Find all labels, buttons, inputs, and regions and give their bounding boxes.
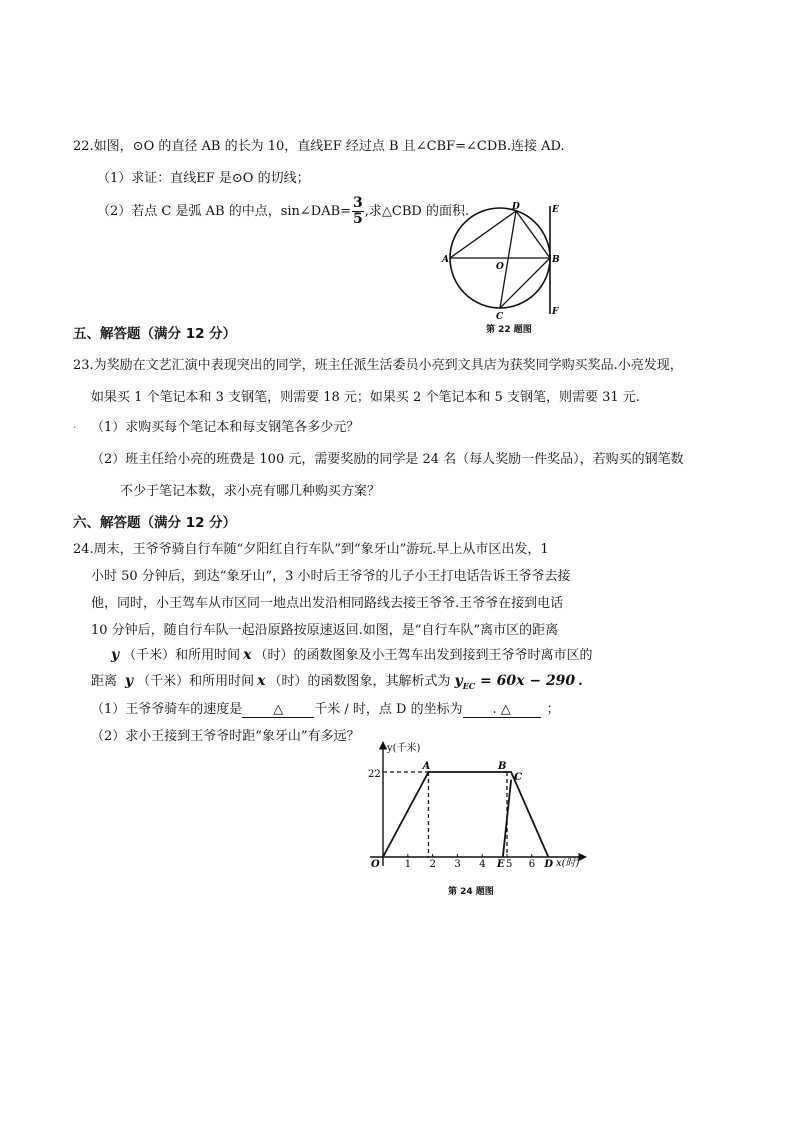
- q23-part2-line1: （2）班主任给小亮的班费是 100 元，需要奖励的同学是 24 名（每人奖励一件奖品），若购买的钢笔数: [91, 452, 684, 467]
- point-c-label: C: [514, 772, 523, 783]
- q24-part1-end: ；: [546, 702, 560, 717]
- q24-line5: [91, 644, 593, 663]
- answer-blank-point-d[interactable]: . △: [463, 702, 541, 718]
- point-a-label: A: [422, 761, 431, 772]
- q24-line6-a: 距离: [91, 674, 118, 689]
- label-d: D: [512, 202, 520, 212]
- point-e-label: E: [496, 859, 505, 870]
- series-bicycle-line: [383, 772, 548, 857]
- x-tick-2: 2: [429, 859, 436, 870]
- q24-line1: 24.周末，王爷爷骑自行车随“夕阳红自行车队”到“象牙山”游玩.早上从市区出发，1: [73, 542, 549, 557]
- label-e: E: [552, 205, 559, 215]
- fraction-numerator: 3: [353, 195, 363, 211]
- y-axis-label: y(千米): [387, 743, 421, 754]
- point-b-label: B: [498, 761, 507, 772]
- q23-part2-line2: 不少于笔记本数，求小亮有哪几种购买方案？: [120, 484, 381, 499]
- x-tick-1: 1: [404, 859, 412, 870]
- q22-stem: 22.如图，⊙O 的直径 AB 的长为 10，直线EF 经过点 B 且∠CBF=∠CDB.连接 AD.: [73, 139, 565, 154]
- q23-line2: 如果买 1 个笔记本和 3 支钢笔，则需要 18 元；如果买 2 个笔记本和 5 支钢笔，则需要 31 元.: [91, 390, 640, 405]
- origin-label: O: [371, 859, 380, 870]
- fraction-denominator: 5: [353, 211, 363, 227]
- q24-part1-a: （1）王爷爷骑车的速度是: [91, 702, 243, 717]
- formula-subscript: EC: [462, 680, 476, 691]
- q24-line5-a: （千米）和所用时间: [123, 648, 241, 663]
- sin-fraction: [352, 196, 364, 227]
- formula-end: .: [578, 674, 583, 689]
- segment-ad: [450, 211, 516, 258]
- q22-part2: [97, 196, 469, 227]
- answer-blank-speed[interactable]: △: [242, 702, 314, 718]
- label-a: A: [442, 255, 449, 265]
- label-f: F: [552, 307, 559, 317]
- q23-line1: 23.为奖励在文艺汇演中表现突出的同学，班主任派生活委员小亮到文具店为获奖同学购买奖品.小亮发现，: [73, 358, 683, 373]
- q24-line6-c: （时）的函数图象，其解析式为: [268, 674, 451, 689]
- point-d-label: D: [544, 859, 554, 870]
- q24-part2: （2）求小王接到王爷爷时距“象牙山”有多远？: [91, 729, 360, 744]
- q24-line6: [91, 670, 583, 691]
- formula-y: y: [454, 673, 463, 689]
- section-6-title: 六、解答题（满分 12 分）: [73, 515, 237, 531]
- q24-line2: 小时 50 分钟后，到达“象牙山”，3 小时后王爷爷的儿子小王打电话告诉王爷爷去接: [91, 569, 571, 584]
- label-o: O: [496, 262, 504, 272]
- var-y: y: [111, 647, 120, 663]
- q23-mark: .: [73, 418, 77, 431]
- y-tick-22: 22: [368, 769, 381, 780]
- var-x: x: [257, 673, 266, 689]
- formula: [455, 673, 576, 689]
- q24-part1: [91, 698, 560, 718]
- q23-part1: （1）求购买每个笔记本和每支钢笔各多少元？: [91, 420, 360, 435]
- q24-figure-caption: 第 24 题图: [448, 887, 494, 897]
- x-tick-4: 4: [479, 859, 486, 870]
- q24-line5-b: （时）的函数图象及小王驾车出发到接到王爷爷时离市区的: [254, 648, 593, 663]
- x-tick-3: 3: [454, 859, 461, 870]
- x-tick-6: 6: [528, 859, 536, 870]
- q22-part2-suffix: ,求△CBD 的面积.: [364, 204, 470, 219]
- formula-rest: = 60x − 290: [475, 673, 576, 689]
- q22-part1: （1）求证：直线EF 是⊙O 的切线；: [97, 171, 310, 186]
- q22-figure-caption: 第 22 题图: [486, 325, 532, 335]
- q24-line4: 10 分钟后，随自行车队一起沿原路按原速返回.如图，是“自行车队”离市区的距离: [91, 623, 559, 638]
- section-5-title: 五、解答题（满分 12 分）: [73, 326, 237, 342]
- q22-figure: [440, 198, 570, 338]
- q24-line6-b: （千米）和所用时间: [137, 674, 255, 689]
- x-axis-label: x(时): [556, 858, 580, 869]
- q24-part1-b: 千米 / 时，点 D 的坐标为: [314, 702, 463, 717]
- q24-line3: 他，同时，小王驾车从市区同一地点出发沿相同路线去接王爷爷.王爷爷在接到电话: [91, 596, 564, 611]
- label-b: B: [552, 255, 560, 265]
- q24-chart: [360, 738, 600, 873]
- var-y: y: [125, 673, 134, 689]
- label-c: C: [496, 312, 504, 322]
- var-x: x: [243, 647, 252, 663]
- x-tick-5: 5: [506, 859, 513, 870]
- segment-dc: [500, 211, 516, 308]
- q22-part2-prefix: （2）若点 C 是弧 AB 的中点，sin∠DAB=: [97, 204, 352, 219]
